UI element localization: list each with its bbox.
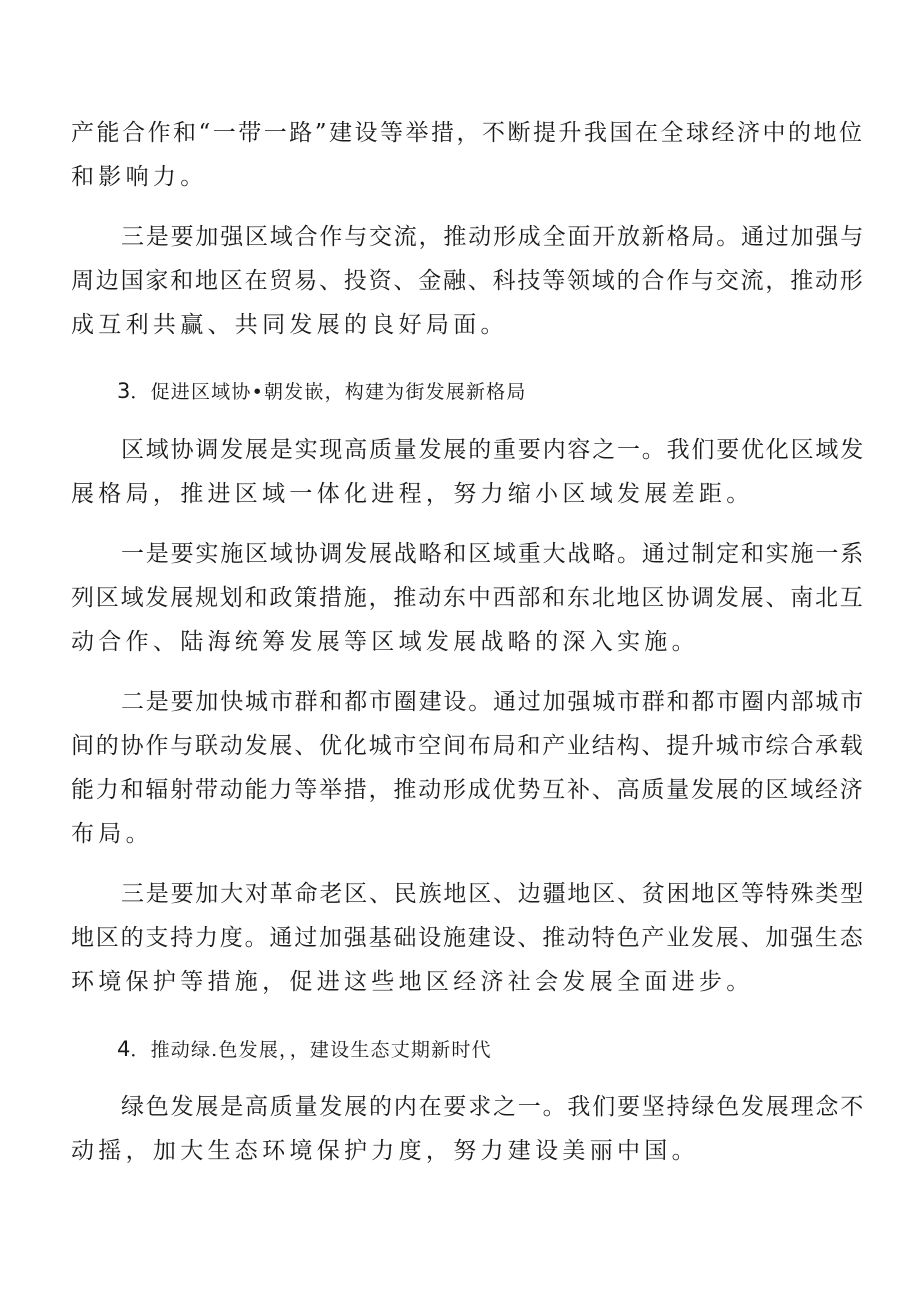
- section-heading: [117, 376, 920, 407]
- paragraph-line: 绿色发展是高质量发展的内在要求之一。我们要坚持绿色发展理念不: [121, 1094, 865, 1120]
- section-heading-text: ．推动绿.色发展，，建设生态丈期新时代: [130, 1039, 492, 1061]
- paragraph-line: 和影响力。: [71, 164, 208, 190]
- section-number: 3: [117, 379, 131, 403]
- paragraph-line: 地区的支持力度。通过加强基础设施建设、推动特色产业发展、加强生态: [71, 925, 865, 951]
- paragraph-line: 间的协作与联动发展、优化城市空间布局和产业结构、提升城市综合承载: [71, 733, 865, 759]
- paragraph-line: 三是要加大对革命老区、民族地区、边疆地区、贫困地区等特殊类型: [121, 881, 865, 907]
- paragraph-line: 周边国家和地区在贸易、投资、金融、科技等领域的合作与交流，推动形: [71, 268, 865, 294]
- section-number: 4: [117, 1037, 131, 1061]
- paragraph-line: 二是要加快城市群和都市圈建设。通过加强城市群和都市圈内部城市: [121, 689, 865, 715]
- paragraph-line: 产能合作和“一带一路”建设等举措，不断提升我国在全球经济中的地位: [71, 120, 865, 146]
- paragraph-line: 成互利共赢、共同发展的良好局面。: [71, 312, 508, 338]
- paragraph-line: 展格局，推进区域一体化进程，努力缩小区域发展差距。: [71, 481, 754, 507]
- section-heading: [117, 1034, 920, 1065]
- paragraph-line: 动摇，加大生态环境保护力度，努力建设美丽中国。: [71, 1138, 699, 1164]
- paragraph-line: 区域协调发展是实现高质量发展的重要内容之一。我们要优化区域发: [121, 437, 865, 463]
- paragraph-line: 能力和辐射带动能力等举措，推动形成优势互补、高质量发展的区域经济: [71, 777, 865, 803]
- paragraph-line: 一是要实施区域协调发展战略和区域重大战略。通过制定和实施一系: [121, 541, 865, 567]
- paragraph-line: 三是要加强区域合作与交流，推动形成全面开放新格局。通过加强与: [121, 224, 865, 250]
- paragraph-line: 布局。: [71, 821, 153, 847]
- section-heading-text: ．促进区域协•朝发嵌，构建为街发展新格局: [130, 381, 527, 403]
- paragraph-line: 环境保护等措施，促进这些地区经济社会发展全面进步。: [71, 969, 754, 995]
- paragraph-line: 列区域发展规划和政策措施，推动东中西部和东北地区协调发展、南北互: [71, 585, 865, 611]
- paragraph-line: 动合作、陆海统筹发展等区域发展战略的深入实施。: [71, 629, 699, 655]
